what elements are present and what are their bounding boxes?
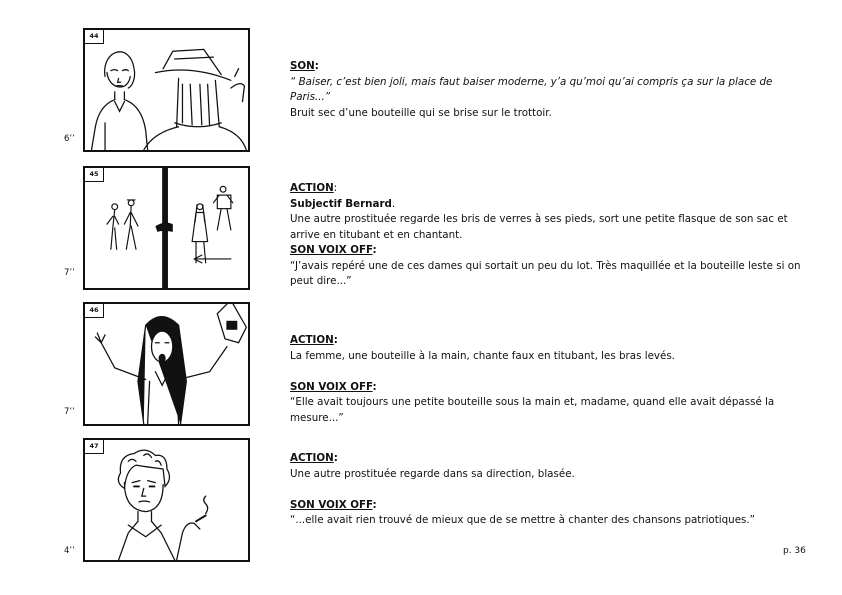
sound-effect: Bruit sec d’une bouteille qui se brise sur le trottoir. — [290, 106, 552, 119]
action-heading: ACTION — [290, 182, 334, 194]
shot-number: 44 — [85, 30, 104, 44]
action-text: La femme, une bouteille à la main, chante faux en titubant, les bras levés. — [290, 349, 675, 362]
storyboard-panel-45 — [83, 166, 250, 290]
panel-45-drawing — [85, 168, 248, 288]
shot-duration: 6’’ — [64, 134, 75, 144]
action-heading: ACTION — [290, 452, 334, 464]
shot-47-text: ACTION: Une autre prostituée regarde dans sa direction, blasée. SON VOIX OFF: “...elle avait rien trouvé de mieux que de se mettre à chanter des chansons patriotiques.” — [290, 451, 810, 529]
shot-44-text: SON: “ Baiser, c’est bien joli, mais faut baiser moderne, y’a qu’moi qu’ai compris ça sur la place de Paris...” Bruit sec d’une bouteille qui se brise sur le trottoir. — [290, 59, 810, 121]
panel-46-drawing — [85, 304, 248, 424]
son-heading: SON — [290, 60, 315, 72]
panel-47-drawing — [85, 440, 248, 560]
shot-46-text: ACTION: La femme, une bouteille à la main, chante faux en titubant, les bras levés. SON VOIX OFF: “Elle avait toujours une petite bouteille sous la main et, madame, quand elle avait dépassé la mesure...” — [290, 333, 810, 426]
shot-45-text: ACTION: Subjectif Bernard. Une autre prostituée regarde les bris de verres à ses pieds, sort une petite flasque de son sac et arrive en titubant et en chantant. SON VOIX OFF: “J’avais repéré une de ces dames qui sortait un peu du lot. Très maquillée et la bouteille leste si on peut dire...” — [290, 181, 810, 290]
shot-number: 46 — [85, 304, 104, 318]
voix-off-heading: SON VOIX OFF — [290, 244, 373, 256]
dialogue-quote: “ Baiser, c’est bien joli, mais faut baiser moderne, y’a qu’moi qu’ai compris ça sur la place de Paris...” — [290, 75, 773, 103]
panel-44-drawing — [85, 30, 248, 150]
subjectif-label: Subjectif Bernard — [290, 197, 392, 210]
shot-duration: 4’’ — [64, 546, 75, 556]
shot-number: 47 — [85, 440, 104, 454]
storyboard-panel-44 — [83, 28, 250, 152]
page-number: p. 36 — [783, 546, 806, 556]
voix-off-text: “Elle avait toujours une petite bouteille sous la main et, madame, quand elle avait dépassé la mesure...” — [290, 396, 775, 424]
voix-off-text: “...elle avait rien trouvé de mieux que de se mettre à chanter des chansons patriotiques.” — [290, 514, 755, 526]
voix-off-text: “J’avais repéré une de ces dames qui sortait un peu du lot. Très maquillée et la bouteille leste si on peut dire...” — [290, 259, 801, 287]
shot-duration: 7’’ — [64, 268, 75, 278]
shot-number: 45 — [85, 168, 104, 182]
storyboard-panel-46 — [83, 302, 250, 426]
storyboard-panel-47 — [83, 438, 250, 562]
action-text: Une autre prostituée regarde les bris de verres à ses pieds, sort une petite flasque de son sac et arrive en titubant et en chantant. — [290, 213, 788, 241]
voix-off-heading: SON VOIX OFF — [290, 498, 373, 511]
action-heading: ACTION — [290, 334, 334, 346]
action-text: Une autre prostituée regarde dans sa direction, blasée. — [290, 467, 575, 480]
voix-off-heading: SON VOIX OFF — [290, 380, 373, 393]
shot-duration: 7’’ — [64, 407, 75, 417]
